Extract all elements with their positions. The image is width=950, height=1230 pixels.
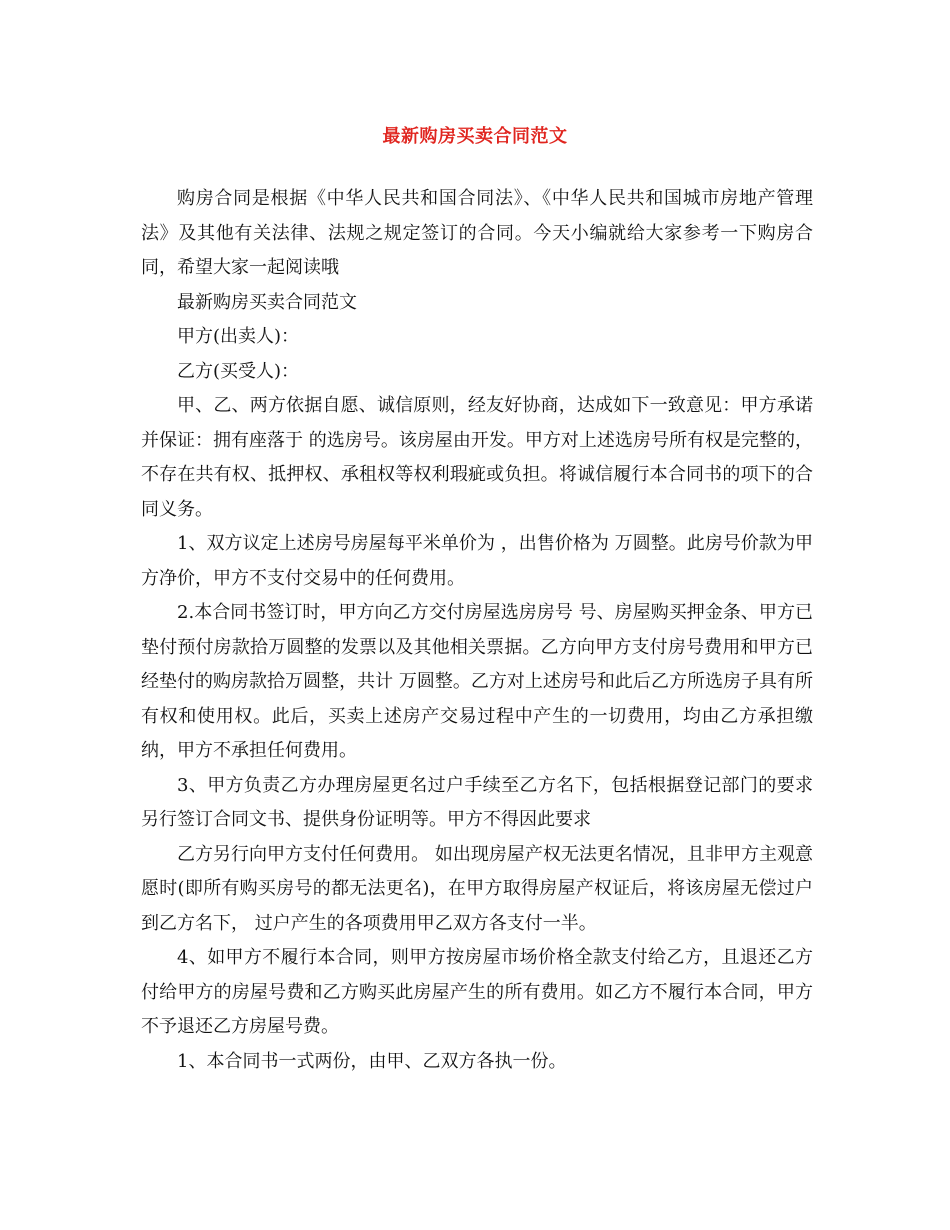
clause-breach: 4、如甲方不履行本合同，则甲方按房屋市场价格全款支付给乙方，且退还乙方付给甲方的房屋号费和乙方购买此房屋产生的所有费用。如乙方不履行本合同，甲方不予退还乙方房屋号费。 xyxy=(141,947,813,1037)
party-a-line: 甲方(出卖人)： xyxy=(177,326,300,347)
intro-paragraph: 购房合同是根据《中华人民共和国合同法》、《中华人民共和国城市房地产管理法》及其他有关法律、法规之规定签订的合同。今天小编就给大家参考一下购房合同，希望大家一起阅读哦 xyxy=(141,188,813,278)
clause-transfer-continued: 乙方另行向甲方支付任何费用。 如出现房屋产权无法更名情况，且非甲方主观意愿时(即所有购买房号的都无法更名)，在甲方取得房屋产权证后，将该房屋无偿过户到乙方名下， 过户产生的各项费用甲乙双方各支付一半。 xyxy=(141,843,813,934)
clause-copies: 1、本合同书一式两份，由甲、乙双方各执一份。 xyxy=(177,1050,567,1072)
document-body xyxy=(141,182,813,1079)
document-title: 最新购房买卖合同范文 xyxy=(382,126,568,147)
clause-price: 1、双方议定上述房号房屋每平米单价为 ，出售价格为 万圆整。此房号价款为甲方净价，甲方不支付交易中的任何费用。 xyxy=(141,533,813,589)
clause-transfer: 3、甲方负责乙方办理房屋更名过户手续至乙方名下，包括根据登记部门的要求另行签订合同文书、提供身份证明等。甲方不得因此要求 xyxy=(141,774,813,830)
party-b-line: 乙方(买受人)： xyxy=(177,360,300,382)
agreement-paragraph: 甲、乙、两方依据自愿、诚信原则，经友好协商，达成如下一致意见：甲方承诺并保证：拥有座落于 的选房号。该房屋由开发。甲方对上述选房号所有权是完整的，不存在共有权、抵押权、承租权等权利瑕疵或负担。将诚信履行本合同书的项下的合同义务。 xyxy=(141,395,813,520)
clause-delivery: 2.本合同书签订时，甲方向乙方交付房屋选房房号 号、房屋购买押金条、甲方已垫付预付房款拾万圆整的发票以及其他相关票据。乙方向甲方支付房号费用和甲方已经垫付的购房款拾万圆整，共计 万圆整。乙方对上述房号和此后乙方所选房子具有所有权和使用权。此后，买卖上述房产交易过程中产生的一切费用，均由乙方承担缴纳，甲方不承担任何费用。 xyxy=(141,602,813,761)
subtitle-line: 最新购房买卖合同范文 xyxy=(177,291,357,313)
